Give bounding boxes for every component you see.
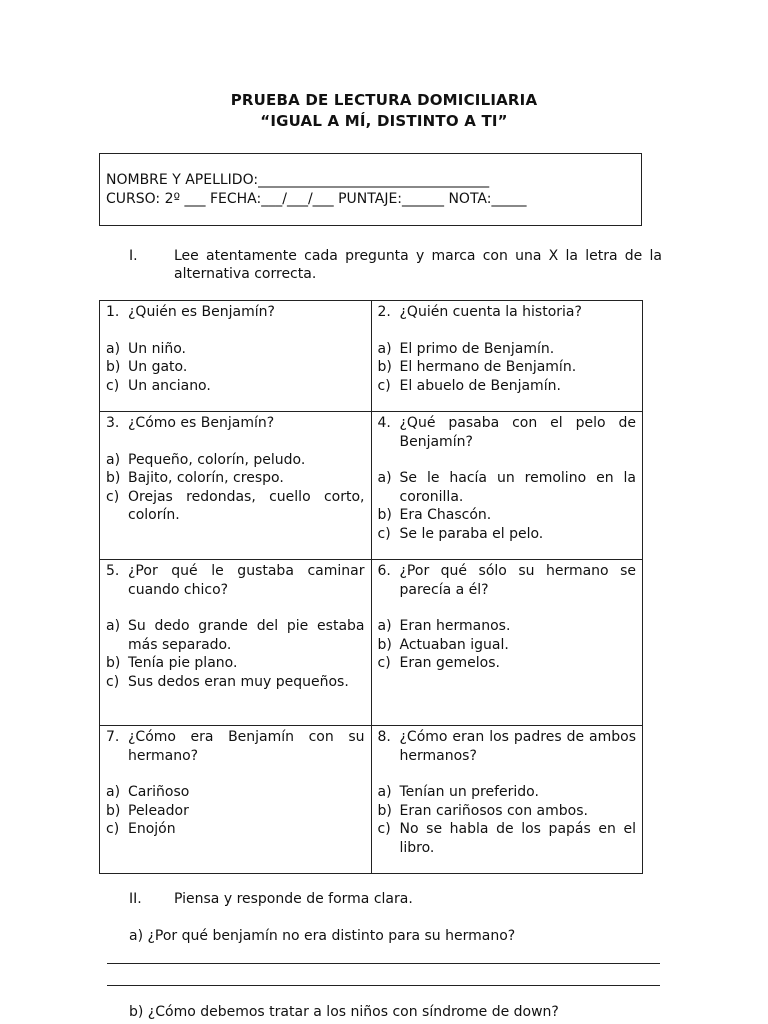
document-title: PRUEBA DE LECTURA DOMICILIARIA — [230, 91, 538, 109]
question-1 — [106, 303, 365, 322]
question-5 — [106, 562, 365, 599]
answer-option[interactable] — [378, 654, 637, 673]
course-date-score-line: CURSO: 2º ___ FECHA:___/___/___ PUNTAJE:______ NOTA:_____ — [106, 191, 527, 207]
answer-option[interactable] — [106, 673, 365, 692]
question-number: 7. — [106, 729, 120, 745]
option-text: Cariñoso — [128, 784, 190, 800]
question-number: 8. — [377, 729, 391, 745]
option-letter: b) — [106, 359, 121, 375]
answer-option[interactable] — [106, 783, 365, 802]
answer-option[interactable] — [378, 802, 637, 821]
section-1-heading — [129, 247, 669, 287]
question-7 — [106, 728, 365, 765]
option-letter: c) — [106, 488, 120, 505]
question-cell — [100, 560, 372, 726]
section-1-instruction: Lee atentamente cada pregunta y marca con una X la letra de la alternativa correcta. — [174, 248, 662, 282]
option-letter: a) — [106, 618, 121, 634]
answer-option[interactable] — [378, 820, 637, 857]
answer-option[interactable] — [378, 377, 637, 396]
question-text: ¿Cómo es Benjamín? — [128, 415, 275, 431]
question-2 — [378, 303, 637, 322]
answer-options — [106, 451, 365, 525]
question-cell — [371, 726, 643, 874]
question-cell — [100, 726, 372, 874]
answer-option[interactable] — [106, 488, 365, 525]
section-1-number: I. — [129, 248, 138, 264]
answer-options — [378, 340, 637, 396]
question-number: 1. — [106, 304, 120, 320]
question-cell — [371, 301, 643, 412]
answer-option[interactable] — [378, 340, 637, 359]
option-letter: a) — [377, 618, 392, 634]
option-text: Enojón — [128, 821, 176, 837]
option-letter: a) — [377, 784, 392, 800]
question-number: 6. — [377, 563, 391, 579]
answer-option[interactable] — [378, 783, 637, 802]
question-number: 5. — [106, 563, 120, 579]
answer-option[interactable] — [378, 469, 637, 506]
option-text: Sus dedos eran muy pequeños. — [128, 673, 349, 690]
open-question-a: a) ¿Por qué benjamín no era distinto para su hermano? — [129, 928, 516, 944]
answer-option[interactable] — [106, 451, 365, 470]
student-info-box — [99, 153, 642, 226]
option-letter: b) — [377, 359, 392, 375]
question-row — [100, 726, 643, 874]
option-text: Un gato. — [128, 359, 188, 375]
option-letter: a) — [377, 470, 392, 486]
option-letter: a) — [106, 340, 121, 357]
answer-option[interactable] — [378, 617, 637, 636]
option-text: Actuaban igual. — [399, 636, 509, 653]
question-text: ¿Por qué sólo su hermano se parecía a él? — [399, 563, 636, 598]
answer-options — [106, 340, 365, 396]
question-text: ¿Quién cuenta la historia? — [399, 304, 582, 320]
option-letter: c) — [106, 377, 120, 394]
option-text: Bajito, colorín, crespo. — [128, 470, 284, 486]
question-text: ¿Por qué le gustaba caminar cuando chico? — [128, 563, 365, 598]
question-text: ¿Quién es Benjamín? — [128, 304, 275, 320]
question-text: ¿Qué pasaba con el pelo de Benjamín? — [399, 415, 636, 450]
option-letter: b) — [377, 636, 392, 653]
answer-option[interactable] — [106, 802, 365, 821]
question-3 — [106, 414, 365, 433]
answer-option[interactable] — [378, 506, 637, 525]
option-text: Peleador — [128, 802, 189, 819]
answer-option[interactable] — [106, 820, 365, 839]
question-cell — [371, 412, 643, 560]
option-letter: c) — [377, 525, 391, 542]
section-2-instruction: Piensa y responde de forma clara. — [174, 891, 413, 907]
question-cell — [100, 412, 372, 560]
question-number: 4. — [377, 415, 391, 431]
answer-option[interactable] — [106, 358, 365, 377]
option-letter: b) — [377, 802, 392, 819]
question-row — [100, 301, 643, 412]
question-text: ¿Cómo era Benjamín con su hermano? — [128, 729, 365, 764]
option-letter: c) — [106, 673, 120, 690]
answer-options — [378, 783, 637, 857]
answer-option[interactable] — [106, 654, 365, 673]
question-cell — [371, 560, 643, 726]
open-question-b: b) ¿Cómo debemos tratar a los niños con síndrome de down? — [129, 1004, 559, 1020]
question-6 — [378, 562, 637, 599]
option-letter: b) — [377, 507, 392, 523]
option-letter: b) — [106, 655, 121, 671]
option-text: Orejas redondas, cuello corto, colorín. — [128, 488, 365, 523]
option-text: El abuelo de Benjamín. — [399, 377, 561, 394]
option-text: Tenían un preferido. — [399, 784, 539, 800]
option-text: Su dedo grande del pie estaba más separado. — [128, 618, 365, 653]
answer-line[interactable] — [107, 963, 660, 964]
answer-options — [378, 469, 637, 543]
option-letter: c) — [377, 821, 391, 837]
option-text: Eran gemelos. — [399, 655, 500, 671]
option-letter: a) — [106, 784, 121, 800]
answer-option[interactable] — [106, 617, 365, 654]
option-letter: b) — [106, 470, 121, 486]
option-text: El hermano de Benjamín. — [399, 359, 577, 375]
option-letter: c) — [377, 655, 391, 671]
option-text: Un anciano. — [128, 377, 211, 394]
option-letter: b) — [106, 802, 121, 819]
option-letter: a) — [106, 451, 121, 468]
option-text: No se habla de los papás en el libro. — [399, 821, 636, 856]
option-letter: c) — [377, 377, 391, 394]
section-2-number: II. — [129, 891, 142, 907]
option-text: El primo de Benjamín. — [399, 340, 555, 357]
answer-options — [106, 783, 365, 839]
option-text: Pequeño, colorín, peludo. — [128, 451, 306, 468]
questions-table — [99, 300, 643, 874]
option-letter: a) — [377, 340, 392, 357]
question-number: 2. — [377, 304, 391, 320]
name-field-line: NOMBRE Y APELLIDO:_________________________________ — [106, 172, 490, 188]
answer-options — [378, 617, 637, 673]
question-8 — [378, 728, 637, 765]
option-text: Eran cariñosos con ambos. — [399, 802, 588, 819]
option-text: Se le paraba el pelo. — [399, 525, 544, 542]
option-text: Un niño. — [128, 340, 186, 357]
question-4 — [378, 414, 637, 451]
option-letter: c) — [106, 821, 120, 837]
option-text: Tenía pie plano. — [128, 655, 238, 671]
answer-option[interactable] — [378, 636, 637, 655]
option-text: Era Chascón. — [399, 507, 492, 523]
answer-line[interactable] — [107, 985, 660, 986]
answer-option[interactable] — [106, 469, 365, 488]
question-row — [100, 412, 643, 560]
answer-option[interactable] — [106, 340, 365, 359]
answer-option[interactable] — [378, 525, 637, 544]
question-text: ¿Cómo eran los padres de ambos hermanos? — [399, 729, 636, 764]
document-subtitle: “IGUAL A MÍ, DISTINTO A TI” — [260, 112, 508, 130]
option-text: Eran hermanos. — [399, 618, 511, 634]
answer-option[interactable] — [378, 358, 637, 377]
answer-options — [106, 617, 365, 691]
answer-option[interactable] — [106, 377, 365, 396]
section-2-heading — [129, 890, 669, 910]
question-cell — [100, 301, 372, 412]
question-row — [100, 560, 643, 726]
question-number: 3. — [106, 415, 120, 431]
option-text: Se le hacía un remolino en la coronilla. — [399, 470, 636, 505]
